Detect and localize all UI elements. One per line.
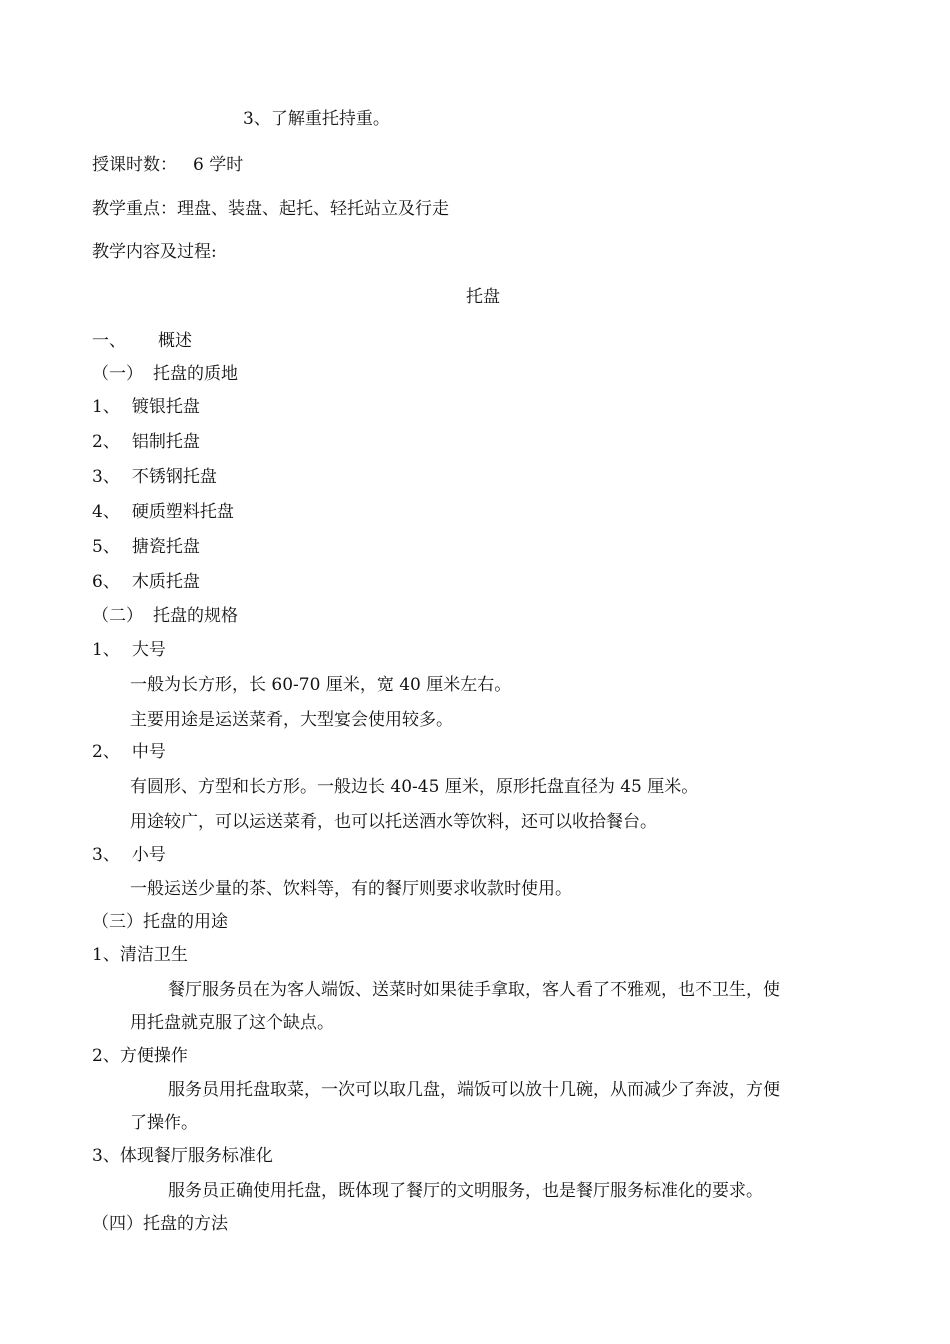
list-item-number: 2、	[92, 432, 120, 452]
use-heading: 1、清洁卫生	[92, 945, 188, 965]
sub-1-text: 托盘的质地	[153, 364, 238, 384]
list-item-number: 3、	[92, 467, 120, 487]
list-item-text: 不锈钢托盘	[131, 467, 217, 487]
sub-3-heading: （三）托盘的用途	[92, 912, 228, 932]
teaching-hours	[92, 154, 243, 176]
sub-2-label: （二）	[92, 606, 143, 626]
process-label: 教学内容及过程:	[92, 242, 217, 262]
page-title: 托盘	[466, 287, 500, 307]
list-item-text: 镀银托盘	[131, 397, 200, 417]
list-item	[92, 536, 200, 558]
size-detail: 一般为长方形，长 60-70 厘米，宽 40 厘米左右。	[130, 675, 512, 695]
list-item-text: 搪瓷托盘	[131, 537, 200, 557]
size-detail: 一般运送少量的茶、饮料等，有的餐厅则要求收款时使用。	[130, 879, 572, 899]
use-paragraph-line: 服务员正确使用托盘，既体现了餐厅的文明服务，也是餐厅服务标准化的要求。	[168, 1181, 763, 1201]
use-paragraph-line: 用托盘就克服了这个缺点。	[130, 1013, 334, 1033]
use-heading: 2、方便操作	[92, 1046, 188, 1066]
list-item	[92, 501, 234, 523]
list-item-number: 5、	[92, 537, 120, 557]
teaching-hours-value: 6 学时	[193, 155, 244, 175]
size-number: 3、	[92, 845, 120, 865]
key-points-value: 理盘、装盘、起托、轻托站立及行走	[177, 199, 449, 219]
size-heading	[92, 741, 166, 763]
list-item-text: 铝制托盘	[131, 432, 200, 452]
sub-2-text: 托盘的规格	[153, 606, 238, 626]
size-detail: 有圆形、方型和长方形。一般边长 40-45 厘米，原形托盘直径为 45 厘米。	[130, 777, 699, 797]
use-paragraph-line: 了操作。	[130, 1113, 198, 1133]
sub-1-label: （一）	[92, 364, 143, 384]
size-detail: 用途较广，可以运送菜肴，也可以托送酒水等饮料，还可以收拾餐台。	[130, 812, 657, 832]
list-item-number: 6、	[92, 572, 120, 592]
sub-4-heading: （四）托盘的方法	[92, 1214, 228, 1234]
objective-3: 3、了解重托持重。	[243, 109, 390, 129]
size-number: 2、	[92, 742, 120, 762]
list-item	[92, 466, 217, 488]
size-heading	[92, 844, 166, 866]
list-item-number: 4、	[92, 502, 120, 522]
teaching-hours-label: 授课时数：	[92, 155, 177, 175]
list-item-number: 1、	[92, 397, 120, 417]
size-number: 1、	[92, 640, 120, 660]
section-1-number: 一、	[92, 331, 126, 351]
section-1-heading	[92, 330, 192, 352]
section-1-text: 概述	[158, 331, 192, 351]
size-detail: 主要用途是运送菜肴，大型宴会使用较多。	[130, 710, 453, 730]
size-text: 小号	[131, 845, 166, 865]
sub-1-heading	[92, 363, 238, 385]
sub-2-heading	[92, 605, 238, 627]
list-item-text: 木质托盘	[131, 572, 200, 592]
list-item-text: 硬质塑料托盘	[131, 502, 234, 522]
use-paragraph-line: 服务员用托盘取菜，一次可以取几盘，端饭可以放十几碗，从而减少了奔波，方便	[168, 1080, 780, 1100]
use-heading: 3、体现餐厅服务标准化	[92, 1146, 273, 1166]
size-text: 中号	[131, 742, 166, 762]
list-item	[92, 571, 200, 593]
use-paragraph-line: 餐厅服务员在为客人端饭、送菜时如果徒手拿取，客人看了不雅观，也不卫生，使	[168, 980, 780, 1000]
size-heading	[92, 639, 166, 661]
list-item	[92, 431, 200, 453]
list-item	[92, 396, 200, 418]
key-points-label: 教学重点：	[92, 199, 177, 219]
key-points	[92, 198, 449, 220]
size-text: 大号	[131, 640, 166, 660]
